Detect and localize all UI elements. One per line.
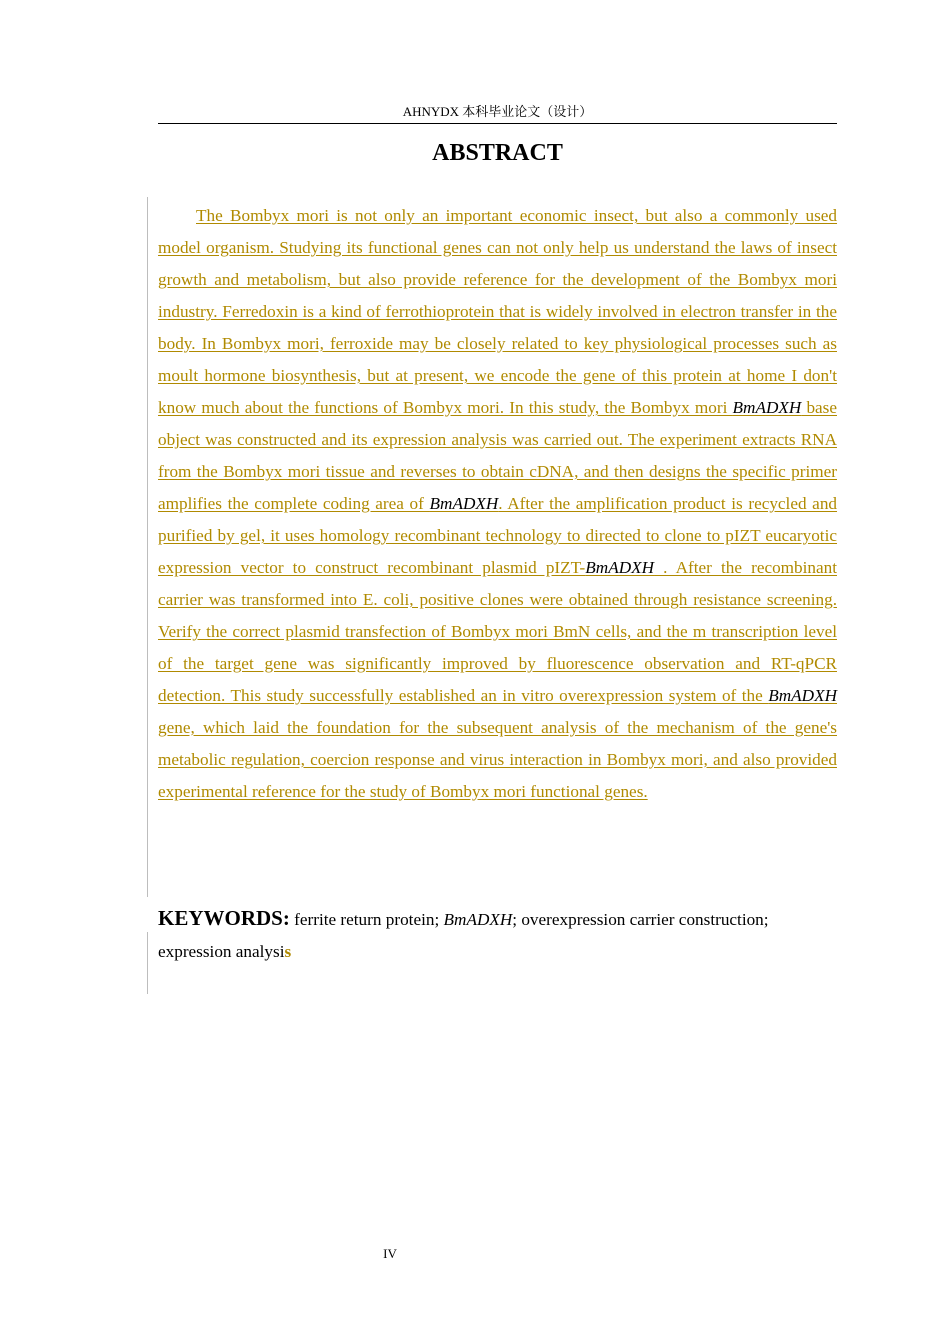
page-number: IV — [383, 1246, 397, 1261]
abstract-body — [158, 200, 837, 808]
keywords-text: ; overexpression carrier construction; expression analysi — [158, 910, 769, 961]
gene-name: BmADXH — [732, 398, 802, 417]
change-bar-keywords — [147, 932, 148, 994]
abstract-text: base object was constructed and its expression analysis was carried out. The experiment extracts RNA from the Bombyx mori tissue and reverses to obtain cDNA, and then designs the specific primer amplifies the complete coding area of — [158, 398, 837, 513]
abstract-text: . After the recombinant carrier was transformed into E. coli, positive clones were obtained through resistance screening. Verify the correct plasmid transfection of Bombyx mori BmN cells, and the m transcription level of the target gene was significantly improved by fluorescence observation and RT-qPCR detection. This study successfully established an in vitro overexpression system of the — [158, 558, 837, 705]
gene-name: BmADXH — [429, 494, 499, 513]
page-header: AHNYDX 本科毕业论文（设计） — [402, 104, 593, 119]
keywords-gene: BmADXH — [443, 910, 513, 929]
gene-name: BmADXH — [585, 558, 655, 577]
abstract-text: The Bombyx mori is not only an important economic insect, but also a commonly used model organism. Studying its functional genes can not only help us understand the laws of insect growth and metabolism, but also provide reference for the development of the Bombyx mori industry. Ferredoxin is a kind of ferrothioprotein that is widely involved in electron transfer in the body. In Bombyx mori, ferroxide may be closely related to key physiological processes such as moult hormone biosynthesis, but at present, we encode the gene of this protein at home I don't know much about the functions of Bombyx mori. In this study, the Bombyx mori — [158, 206, 837, 417]
keywords-text: ferrite return protein; — [289, 910, 444, 929]
keywords-label: KEYWORDS: — [158, 906, 290, 930]
abstract-text: . After the amplification product is recycled and purified by gel, it uses homology recombinant technology to directed to clone to pIZT eucaryotic expression vector to construct recombinant plasmid pIZT- — [158, 494, 838, 577]
abstract-text: gene, which laid the foundation for the subsequent analysis of the mechanism of the gene's metabolic regulation, coercion response and virus interaction in Bombyx mori, and also provided experimental reference for the study of Bombyx mori functional genes. — [158, 718, 837, 801]
gene-name: BmADXH — [768, 686, 837, 705]
keywords-tracked-char: s — [284, 942, 292, 961]
header-rule — [158, 123, 837, 124]
change-bar-abstract — [147, 197, 148, 897]
abstract-title: ABSTRACT — [432, 140, 563, 166]
keywords-line — [158, 902, 837, 968]
